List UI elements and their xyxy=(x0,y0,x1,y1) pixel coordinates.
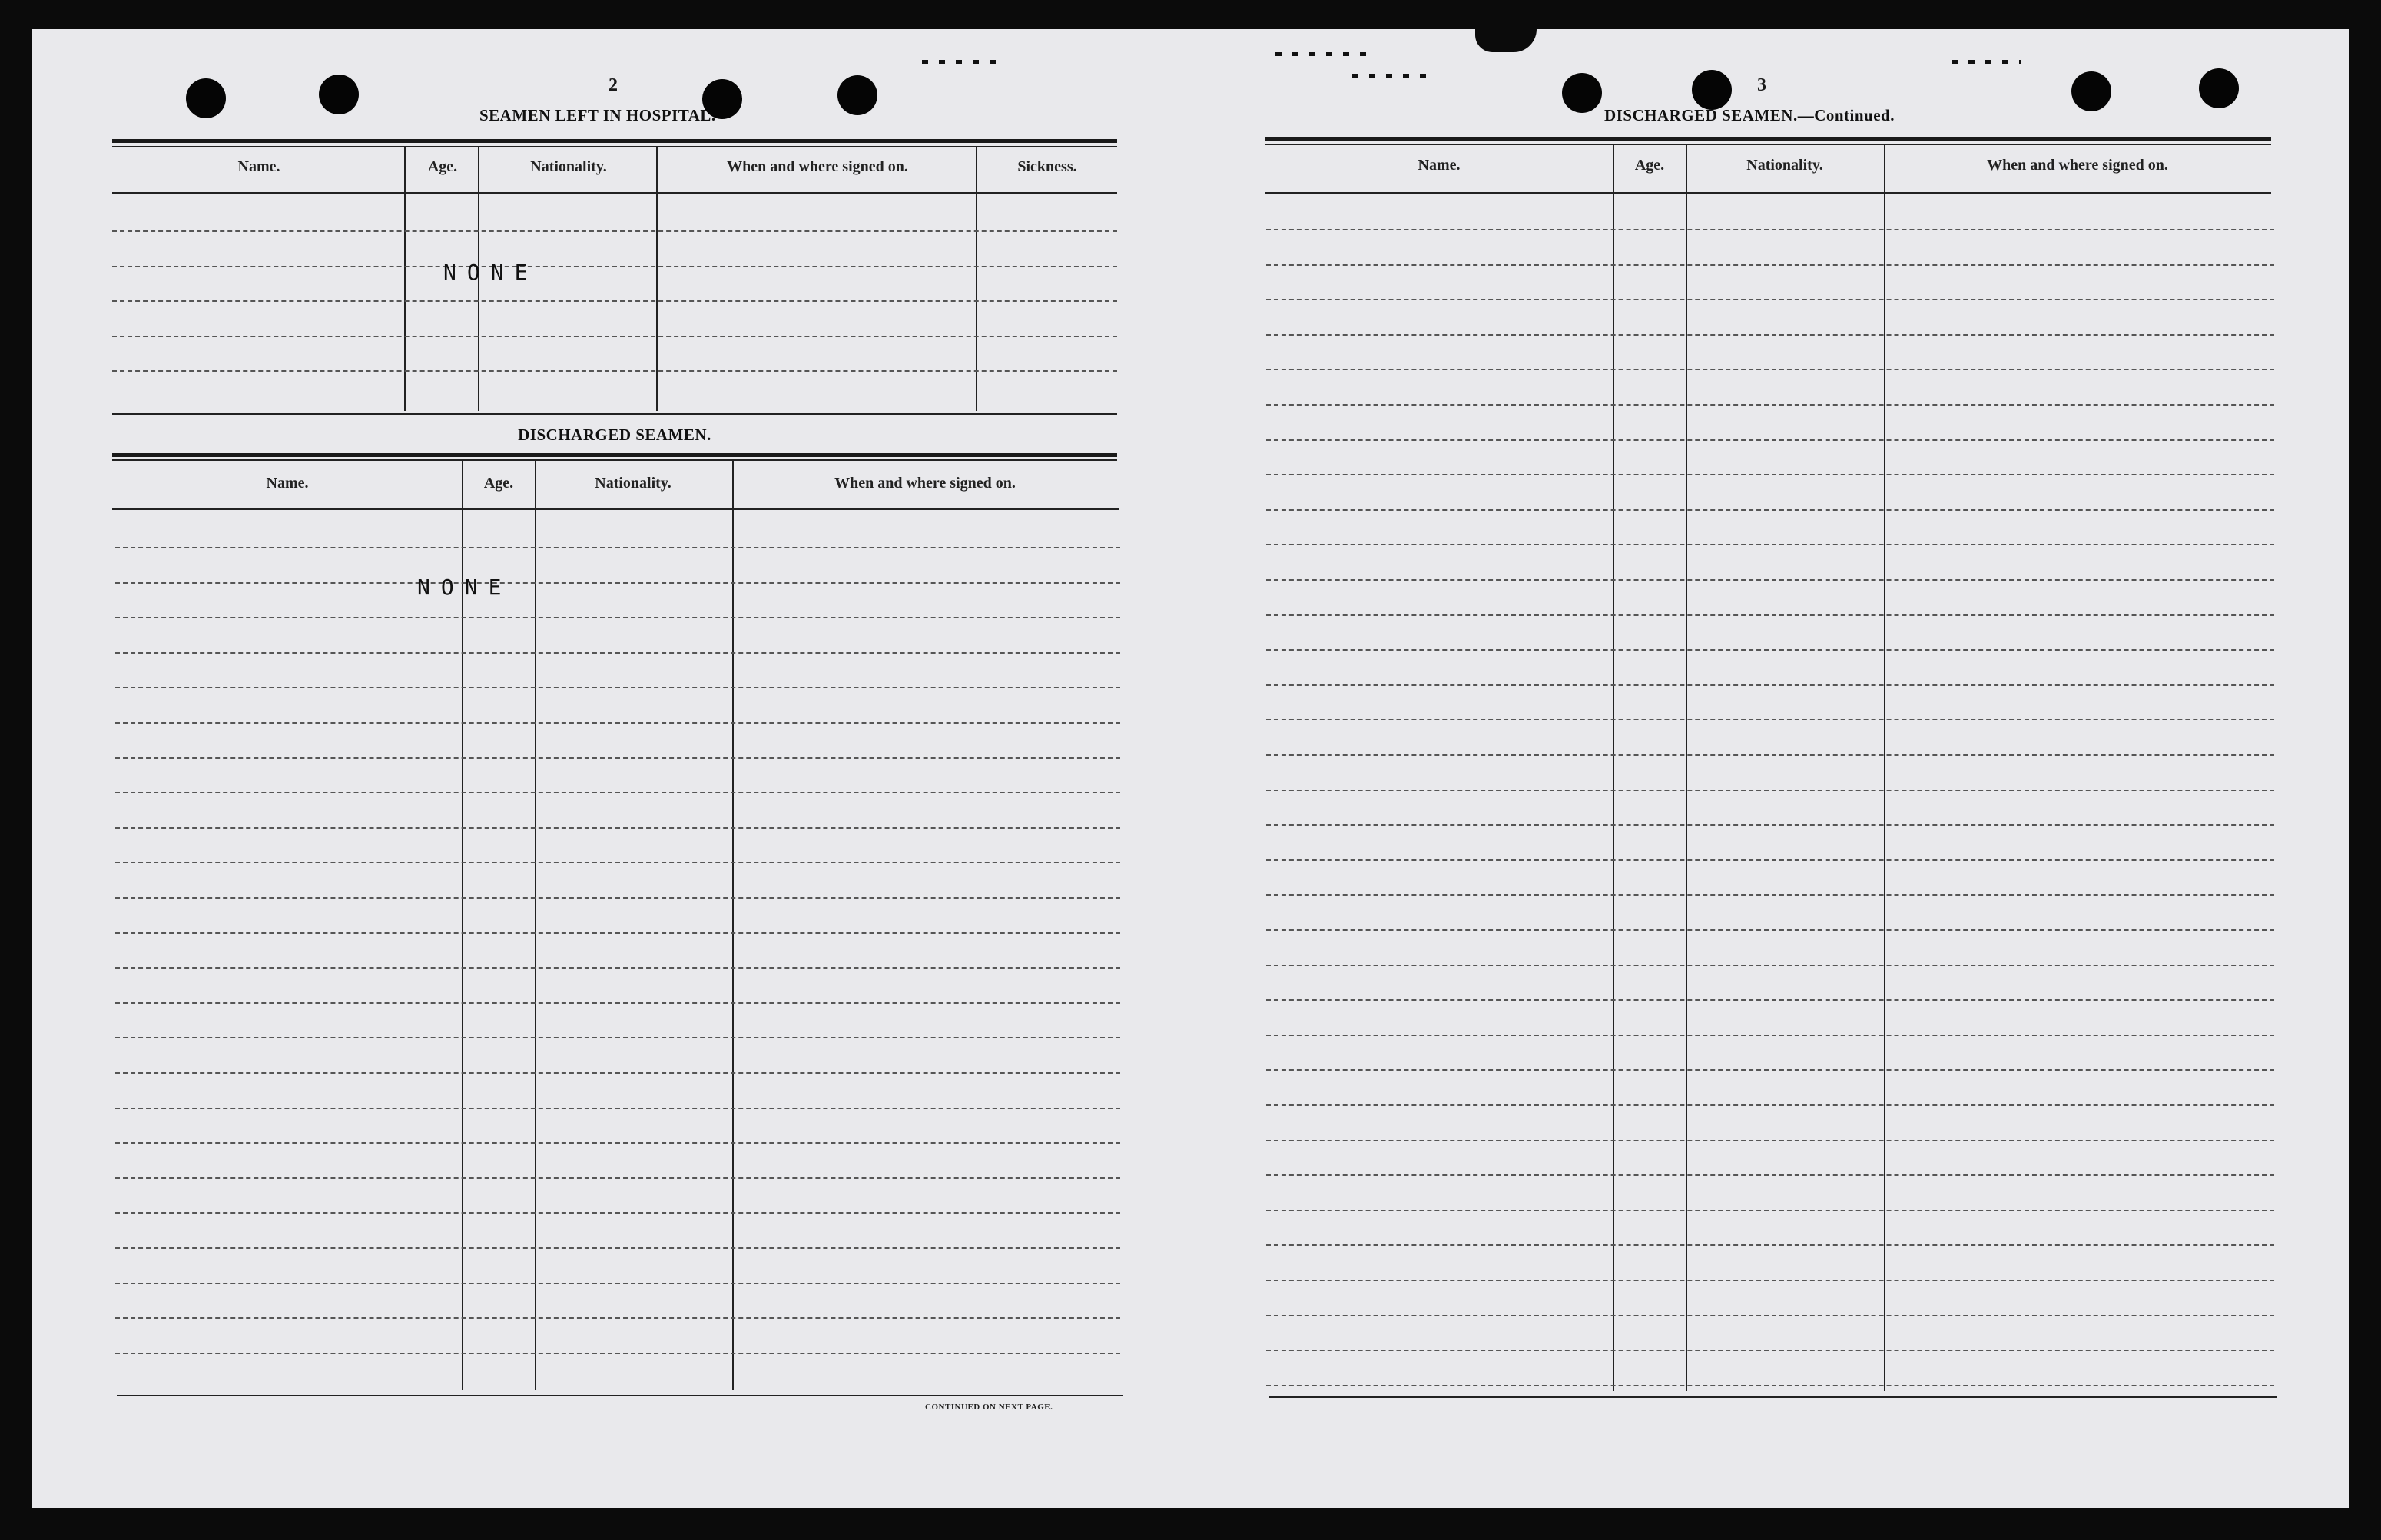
ruled-line xyxy=(1266,1315,2274,1316)
ruled-line xyxy=(115,687,1120,688)
ruled-line xyxy=(115,1353,1120,1354)
ruled-line xyxy=(1266,965,2274,966)
ruled-line xyxy=(115,897,1120,899)
ruled-line xyxy=(1266,264,2274,266)
column-header: When and where signed on. xyxy=(834,475,1016,492)
section-title: DISCHARGED SEAMEN. xyxy=(518,426,711,444)
page-number: 2 xyxy=(609,75,618,95)
stamped-entry: NONE xyxy=(417,575,512,600)
ruled-line xyxy=(1266,684,2274,686)
ruled-line xyxy=(1266,299,2274,300)
ruled-line xyxy=(1266,334,2274,336)
ruled-line xyxy=(1266,754,2274,756)
ruled-line xyxy=(115,722,1120,724)
ruled-line xyxy=(115,1142,1120,1144)
column-header: Age. xyxy=(1634,157,1665,174)
ruled-line xyxy=(112,266,1117,267)
ruled-line xyxy=(1266,404,2274,406)
footer-note: CONTINUED ON NEXT PAGE. xyxy=(925,1403,1053,1412)
rule xyxy=(112,139,1117,143)
column-header: Age. xyxy=(483,475,514,492)
ruled-line xyxy=(1266,544,2274,545)
ruled-line xyxy=(1266,1210,2274,1211)
rule xyxy=(112,508,1119,510)
ruled-line xyxy=(115,1108,1120,1109)
ruled-line xyxy=(1266,894,2274,896)
stamped-entry: NONE xyxy=(443,260,539,285)
ruled-line xyxy=(1266,1350,2274,1351)
column-header: Nationality. xyxy=(530,158,607,175)
ruled-line xyxy=(1266,614,2274,616)
ruled-line xyxy=(1266,1035,2274,1036)
ruled-line xyxy=(1266,1069,2274,1071)
ruled-line xyxy=(1266,509,2274,511)
ruled-line xyxy=(1266,790,2274,791)
punch-hole xyxy=(1692,70,1732,110)
punch-hole xyxy=(837,75,877,115)
ruled-line xyxy=(1266,229,2274,230)
column-divider xyxy=(535,459,536,1390)
ruled-line xyxy=(1266,824,2274,826)
ruled-line xyxy=(115,792,1120,793)
ruled-line xyxy=(112,336,1117,337)
column-divider xyxy=(1884,144,1885,1391)
ruled-line xyxy=(1266,649,2274,651)
column-header: Nationality. xyxy=(1746,157,1823,174)
rule xyxy=(117,1395,1123,1396)
ruled-line xyxy=(115,1037,1120,1038)
ruled-line xyxy=(115,1283,1120,1284)
ruled-line xyxy=(1266,1244,2274,1246)
rule xyxy=(112,413,1117,415)
ruled-line xyxy=(115,1072,1120,1074)
ruled-line xyxy=(1266,719,2274,720)
ruled-line xyxy=(1266,579,2274,581)
punch-hole xyxy=(186,78,226,118)
ruled-line xyxy=(115,1002,1120,1004)
ruled-line xyxy=(1266,999,2274,1001)
ruled-line xyxy=(115,652,1120,654)
ruled-line xyxy=(115,582,1120,584)
ruled-line xyxy=(1266,929,2274,931)
scan-speck xyxy=(1275,52,1375,56)
rule xyxy=(1265,144,2271,145)
ruled-line xyxy=(115,547,1120,548)
rule xyxy=(112,459,1117,461)
ruled-line xyxy=(115,757,1120,759)
ruled-line xyxy=(115,1247,1120,1249)
ruled-line xyxy=(112,370,1117,372)
section-title: SEAMEN LEFT IN HOSPITAL. xyxy=(479,106,716,124)
ruled-line xyxy=(1266,1140,2274,1141)
scanned-form xyxy=(32,29,2349,1508)
ruled-line xyxy=(115,617,1120,618)
column-header: Name. xyxy=(1418,157,1461,174)
ruled-line xyxy=(115,862,1120,863)
ruled-line xyxy=(1266,1385,2274,1386)
scan-speck xyxy=(1352,74,1429,78)
column-divider xyxy=(1613,144,1614,1391)
ruled-line xyxy=(115,1177,1120,1179)
ruled-line xyxy=(1266,369,2274,370)
ruled-line xyxy=(112,230,1117,232)
column-header: Nationality. xyxy=(595,475,672,492)
scan-speck xyxy=(1952,60,2021,64)
ruled-line xyxy=(1266,1104,2274,1106)
scan-speck xyxy=(922,60,999,64)
ruled-line xyxy=(1266,859,2274,861)
column-header: Age. xyxy=(427,158,458,175)
ruled-line xyxy=(115,1212,1120,1214)
column-divider xyxy=(1686,144,1687,1391)
column-divider xyxy=(732,459,734,1390)
ruled-line xyxy=(1266,439,2274,441)
ruled-line xyxy=(1266,1174,2274,1176)
rule xyxy=(1269,1396,2277,1398)
rule xyxy=(1265,192,2271,194)
column-header: Name. xyxy=(266,475,309,492)
punch-hole xyxy=(1562,73,1602,113)
ruled-line xyxy=(1266,474,2274,475)
rule xyxy=(112,192,1117,194)
ruled-line xyxy=(1266,1280,2274,1281)
punch-hole xyxy=(319,75,359,114)
column-header: When and where signed on. xyxy=(1987,157,2168,174)
column-header: Name. xyxy=(237,158,280,175)
rule xyxy=(112,146,1117,147)
ruled-line xyxy=(115,1317,1120,1319)
section-title: DISCHARGED SEAMEN.—Continued. xyxy=(1604,106,1895,124)
rule xyxy=(1265,137,2271,141)
column-header: When and where signed on. xyxy=(727,158,908,175)
ruled-line xyxy=(115,932,1120,934)
rule xyxy=(112,453,1117,457)
column-header: Sickness. xyxy=(1017,158,1077,175)
ruled-line xyxy=(112,300,1117,302)
punch-hole xyxy=(2071,71,2111,111)
ruled-line xyxy=(115,967,1120,969)
ruled-line xyxy=(115,827,1120,829)
page-number: 3 xyxy=(1757,75,1766,95)
punch-hole xyxy=(2199,68,2239,108)
